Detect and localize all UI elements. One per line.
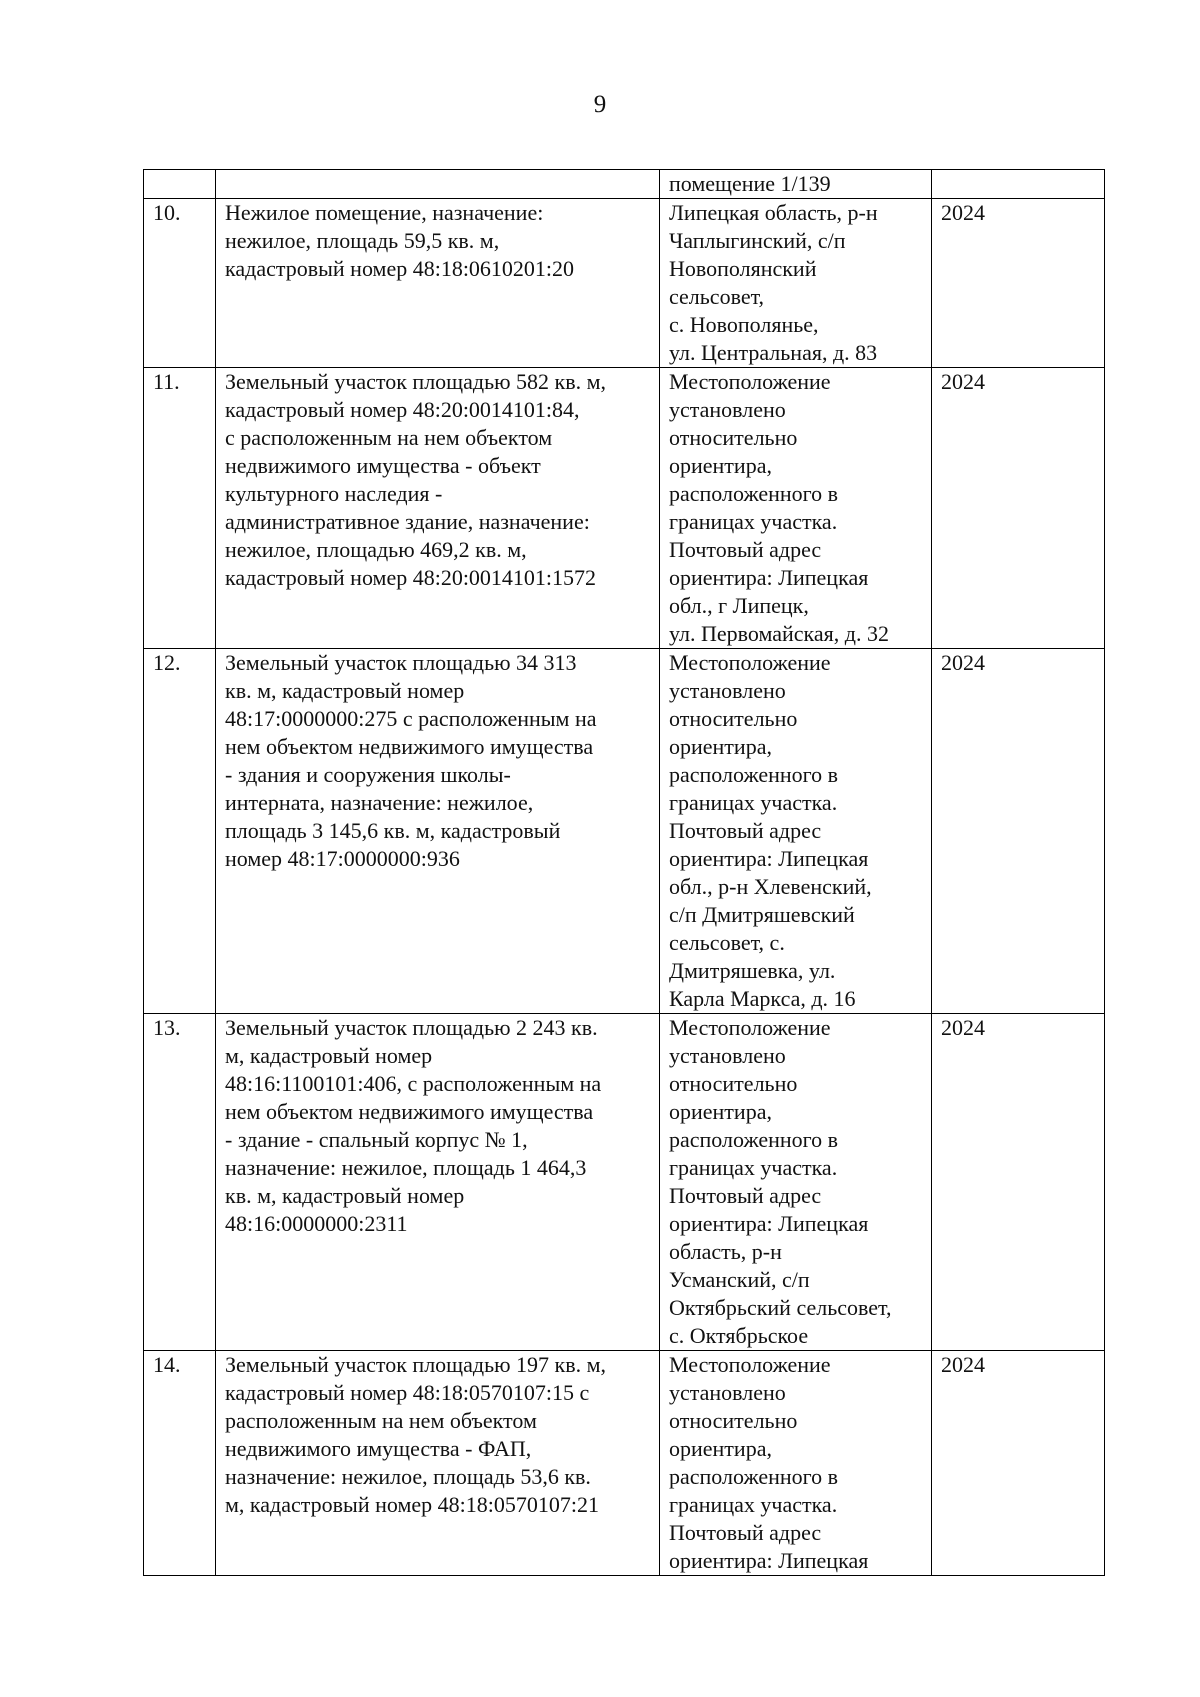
page-number: 9 xyxy=(593,91,607,118)
year-cell: 2024 xyxy=(932,199,1105,368)
year-cell: 2024 xyxy=(932,1351,1105,1576)
year-cell xyxy=(932,170,1105,199)
description-cell: Земельный участок площадью 2 243 кв. м, кадастровый номер 48:16:1100101:406, с расположенным на нем объектом недвижимого имущества - здание - спальный корпус № 1, назначение: нежилое, площадь 1 464,3 кв. м, кадастровый номер 48:16:0000000:2311 xyxy=(216,1014,660,1351)
table-row xyxy=(144,1014,1105,1351)
table-row xyxy=(144,199,1105,368)
description-cell xyxy=(216,170,660,199)
row-number-cell xyxy=(144,170,216,199)
address-cell: Местоположение установлено относительно ориентира, расположенного в границах участка. Почтовый адрес ориентира: Липецкая xyxy=(660,1351,932,1576)
row-number-cell: 10. xyxy=(144,199,216,368)
description-cell: Земельный участок площадью 34 313 кв. м, кадастровый номер 48:17:0000000:275 с расположенным на нем объектом недвижимого имущества - здания и сооружения школы- интерната, назначение: нежилое, площадь 3 145,6 кв. м, кадастровый номер 48:17:0000000:936 xyxy=(216,649,660,1014)
property-table xyxy=(143,169,1105,1576)
table-row xyxy=(144,1351,1105,1576)
address-cell: Местоположение установлено относительно ориентира, расположенного в границах участка. Почтовый адрес ориентира: Липецкая обл., р-н Хлевенский, с/п Дмитряшевский сельсовет, с. Дмитряшевка, ул. Карла Маркса, д. 16 xyxy=(660,649,932,1014)
table-row xyxy=(144,649,1105,1014)
address-cell: Липецкая область, р-н Чаплыгинский, с/п Новополянский сельсовет, с. Новополянье, ул. Центральная, д. 83 xyxy=(660,199,932,368)
row-number-cell: 14. xyxy=(144,1351,216,1576)
year-cell: 2024 xyxy=(932,368,1105,649)
description-cell: Нежилое помещение, назначение: нежилое, площадь 59,5 кв. м, кадастровый номер 48:18:0610201:20 xyxy=(216,199,660,368)
description-cell: Земельный участок площадью 197 кв. м, кадастровый номер 48:18:0570107:15 с расположенным на нем объектом недвижимого имущества - ФАП, назначение: нежилое, площадь 53,6 кв. м, кадастровый номер 48:18:0570107:21 xyxy=(216,1351,660,1576)
row-number-cell: 11. xyxy=(144,368,216,649)
description-cell: Земельный участок площадью 582 кв. м, кадастровый номер 48:20:0014101:84, с расположенным на нем объектом недвижимого имущества - объект культурного наследия - административное здание, назначение: нежилое, площадью 469,2 кв. м, кадастровый номер 48:20:0014101:1572 xyxy=(216,368,660,649)
row-number-cell: 12. xyxy=(144,649,216,1014)
address-cell: помещение 1/139 xyxy=(660,170,932,199)
year-cell: 2024 xyxy=(932,649,1105,1014)
table-row xyxy=(144,170,1105,199)
table-row xyxy=(144,368,1105,649)
address-cell: Местоположение установлено относительно ориентира, расположенного в границах участка. Почтовый адрес ориентира: Липецкая область, р-н Усманский, с/п Октябрьский сельсовет, с. Октябрьское xyxy=(660,1014,932,1351)
row-number-cell: 13. xyxy=(144,1014,216,1351)
year-cell: 2024 xyxy=(932,1014,1105,1351)
address-cell: Местоположение установлено относительно ориентира, расположенного в границах участка. Почтовый адрес ориентира: Липецкая обл., г Липецк, ул. Первомайская, д. 32 xyxy=(660,368,932,649)
